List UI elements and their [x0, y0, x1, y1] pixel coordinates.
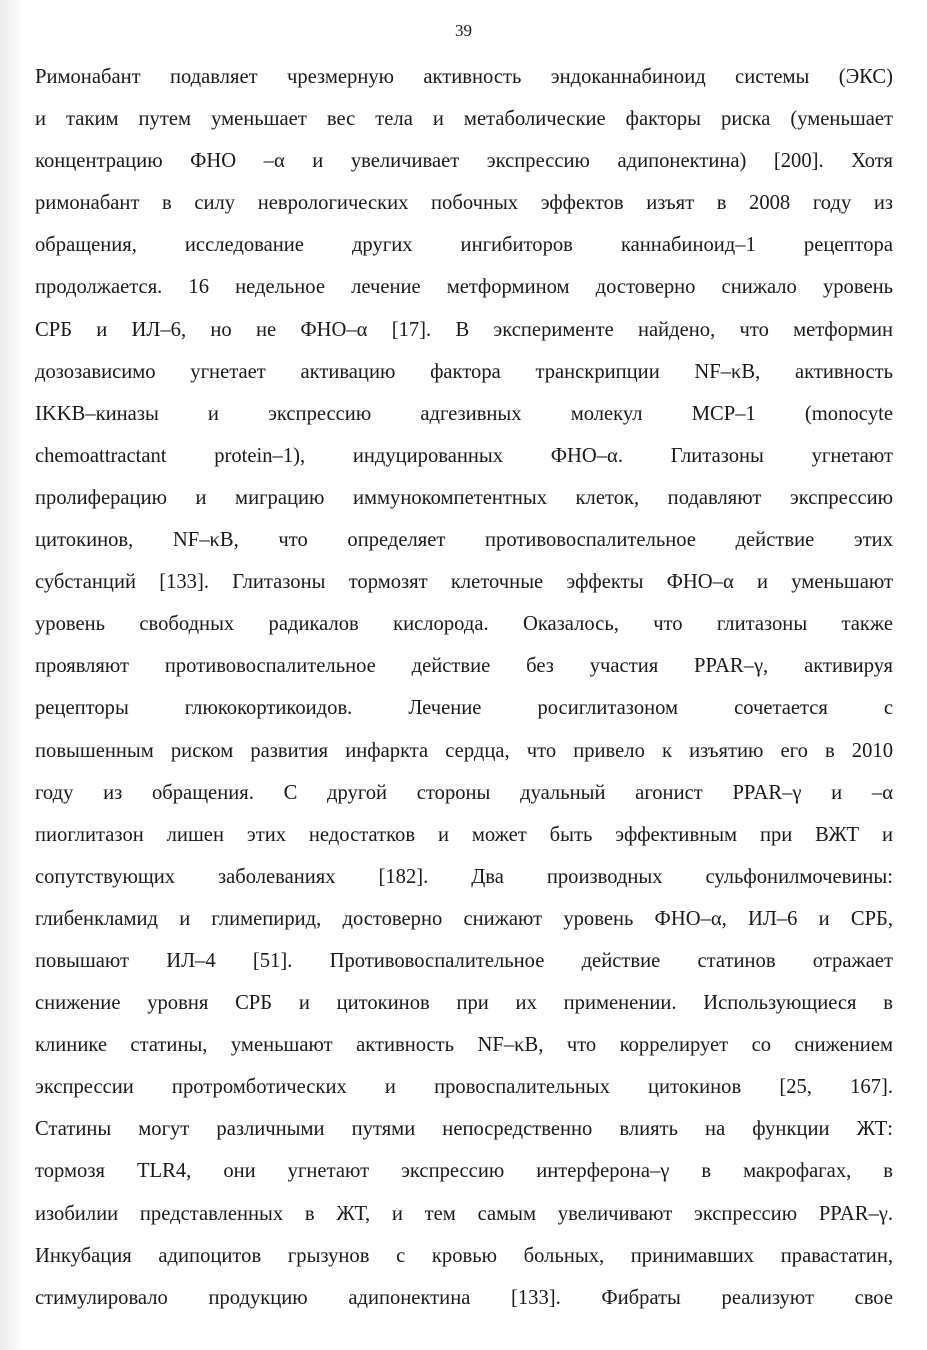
text-line: повышенным риском развития инфаркта сердца, что привело к изъятию его в 2010: [35, 739, 893, 762]
text-line: субстанций [133]. Глитазоны тормозят клеточные эффекты ФНО–α и уменьшают: [35, 571, 893, 594]
page-number: 39: [455, 21, 472, 40]
text-line: chemoattractant protein–1), индуцированных ФНО–α. Глитазоны угнетают: [35, 444, 893, 467]
text-line: обращения, исследование других ингибиторов каннабиноид–1 рецептора: [35, 234, 893, 257]
text-line: глибенкламид и глимепирид, достоверно снижают уровень ФНО–α, ИЛ–6 и СРБ,: [35, 907, 893, 930]
text-line: рецепторы глюкокортикоидов. Лечение росиглитазоном сочетается с: [35, 697, 893, 720]
text-line: римонабант в силу неврологических побочных эффектов изъят в 2008 году из: [35, 192, 893, 215]
text-line: повышают ИЛ–4 [51]. Противовоспалительное действие статинов отражает: [35, 949, 893, 972]
text-line: СРБ и ИЛ–6, но не ФНО–α [17]. В эксперименте найдено, что метформин: [35, 318, 893, 341]
text-line: уровень свободных радикалов кислорода. Оказалось, что глитазоны также: [35, 613, 893, 636]
text-line: концентрацию ФНО –α и увеличивает экспрессию адипонектина) [200]. Хотя: [35, 150, 893, 173]
text-line: году из обращения. С другой стороны дуальный агонист PPAR–γ и –α: [35, 781, 893, 804]
text-line: экспрессии протромботических и провоспалительных цитокинов [25, 167].: [35, 1076, 893, 1099]
text-line: тормозя TLR4, они угнетают экспрессию интерферона–γ в макрофагах, в: [35, 1160, 893, 1183]
text-line: пиоглитазон лишен этих недостатков и может быть эффективным при ВЖТ и: [35, 823, 893, 846]
text-line: дозозависимо угнетает активацию фактора транскрипции NF–κB, активность: [35, 360, 893, 383]
text-line: изобилии представленных в ЖТ, и тем самым увеличивают экспрессию PPAR–γ.: [35, 1202, 893, 1225]
text-line: Римонабант подавляет чрезмерную активность эндоканнабиноид системы (ЭКС): [35, 66, 893, 88]
text-line: цитокинов, NF–κB, что определяет противовоспалительное действие этих: [35, 529, 893, 552]
text-line: проявляют противовоспалительное действие без участия PPAR–γ, активируя: [35, 655, 893, 678]
text-line: снижение уровня СРБ и цитокинов при их применении. Использующиеся в: [35, 992, 893, 1015]
scan-shadow-edge: [0, 0, 24, 1350]
text-line: пролиферацию и миграцию иммунокомпетентных клеток, подавляют экспрессию: [35, 486, 893, 509]
text-line: Инкубация адипоцитов грызунов с кровью больных, принимавших правастатин,: [35, 1244, 893, 1267]
text-line: IKKB–киназы и экспрессию адгезивных молекул MCP–1 (monocyte: [35, 402, 893, 425]
text-line: продолжается. 16 недельное лечение метформином достоверно снижало уровень: [35, 276, 893, 299]
text-line: стимулировало продукцию адипонектина [133]. Фибраты реализуют свое: [35, 1286, 893, 1309]
text-line: сопутствующих заболеваниях [182]. Два производных сульфонилмочевины:: [35, 865, 893, 888]
text-line: Статины могут различными путями непосредственно влиять на функции ЖТ:: [35, 1118, 893, 1141]
text-line: клинике статины, уменьшают активность NF–κB, что коррелирует со снижением: [35, 1034, 893, 1057]
body-text: [35, 56, 893, 1319]
text-line: и таким путем уменьшает вес тела и метаболические факторы риска (уменьшает: [35, 108, 893, 131]
